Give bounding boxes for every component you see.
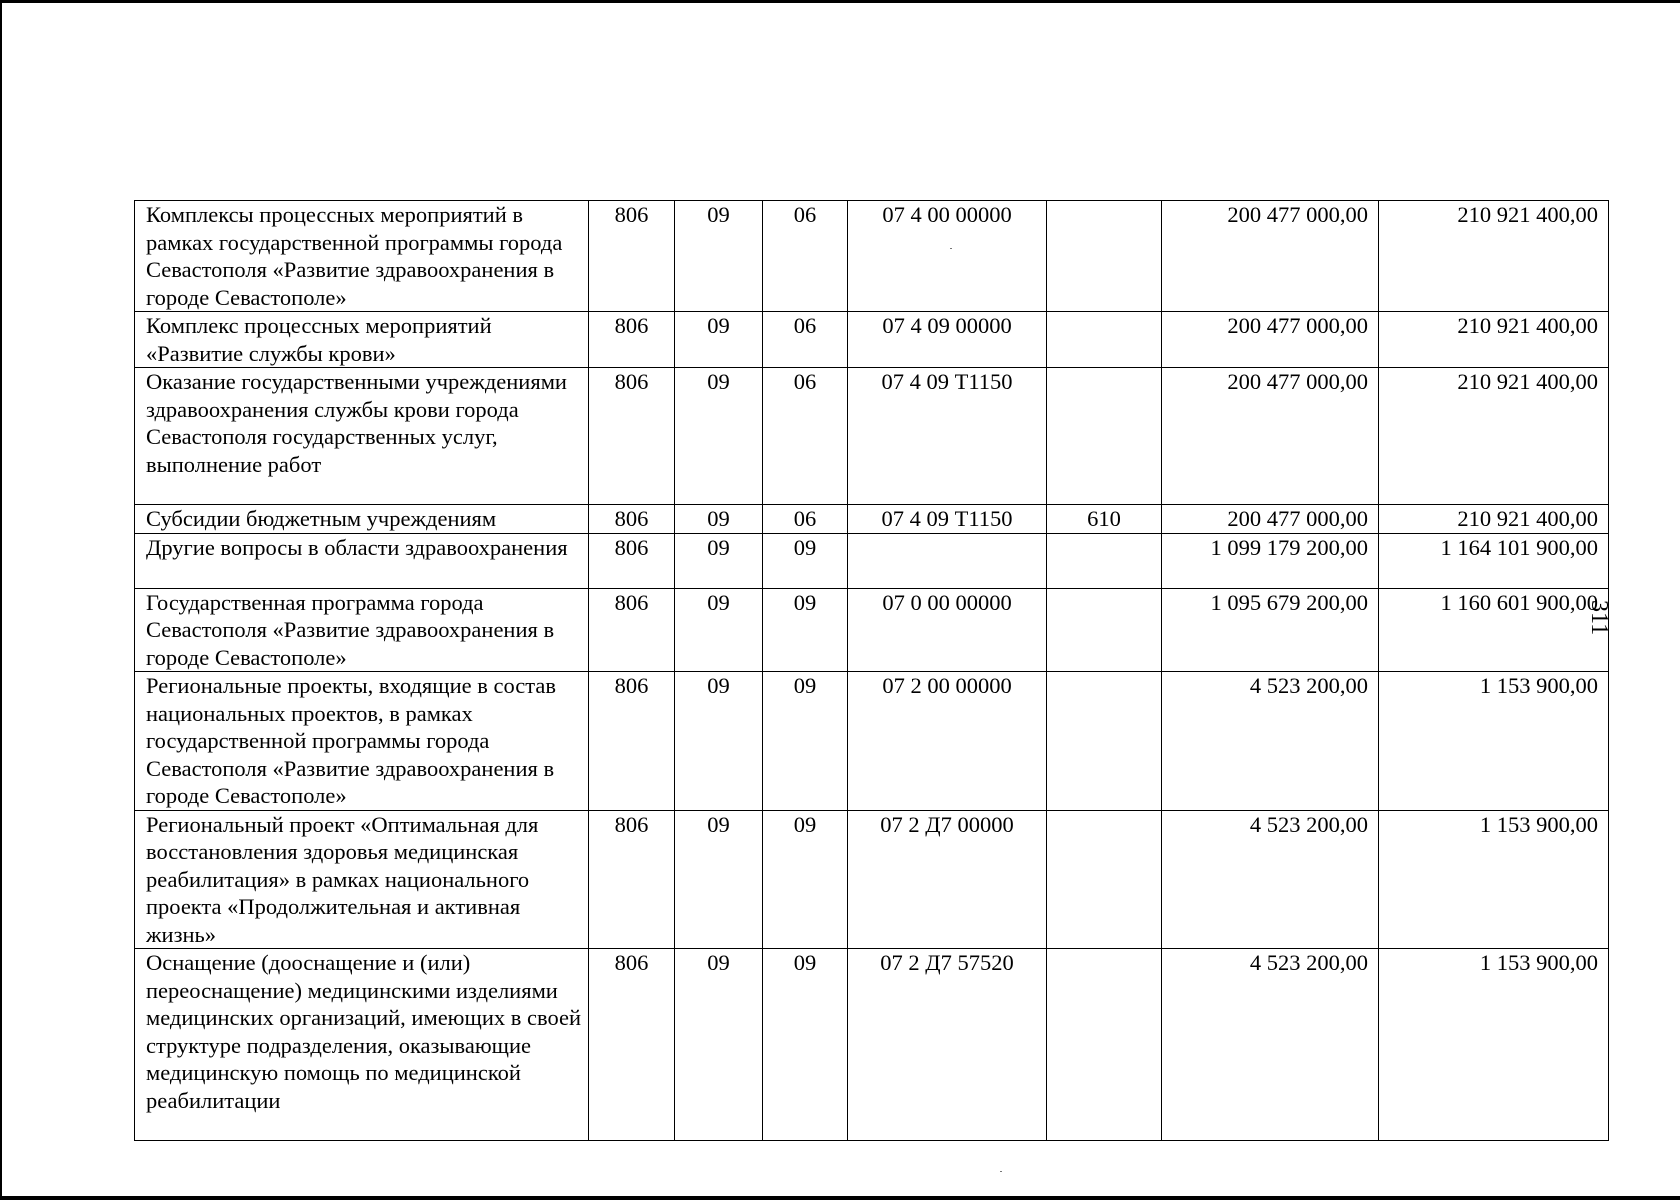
cell-vr: 610 [1047,505,1162,534]
cell-pr: 09 [763,533,848,588]
cell-name: Государственная программа города Севастополя «Развитие здравоохранения в городе Севастополе» [135,588,589,672]
cell-csr: 07 2 Д7 00000 [848,810,1047,949]
table-row [135,949,1609,1141]
cell-pr: 06 [763,201,848,312]
table-row [135,672,1609,811]
cell-sum2: 210 921 400,00 [1379,368,1609,505]
cell-ved: 806 [589,533,675,588]
cell-rz: 09 [675,949,763,1141]
cell-rz: 09 [675,672,763,811]
budget-table [134,200,1609,1141]
cell-csr: 07 2 00 00000 [848,672,1047,811]
scan-speck [950,248,952,249]
page-number: 311 [1586,600,1612,636]
table-row [135,810,1609,949]
cell-sum2: 1 164 101 900,00 [1379,533,1609,588]
cell-name: Комплексы процессных мероприятий в рамках государственной программы города Севастополя «Развитие здравоохранения в городе Севастополе» [135,201,589,312]
cell-csr: 07 4 00 00000 [848,201,1047,312]
cell-rz: 09 [675,588,763,672]
cell-sum1: 200 477 000,00 [1162,368,1379,505]
cell-sum2: 1 160 601 900,00 [1379,588,1609,672]
table-body [135,201,1609,1141]
cell-sum2: 1 153 900,00 [1379,672,1609,811]
cell-sum1: 200 477 000,00 [1162,312,1379,368]
cell-rz: 09 [675,312,763,368]
cell-name: Оснащение (дооснащение и (или) переоснащение) медицинскими изделиями медицинских организаций, имеющих в своей структуре подразделения, оказывающие медицинскую помощь по медицинской реабилитации [135,949,589,1141]
table-row [135,533,1609,588]
cell-ved: 806 [589,949,675,1141]
cell-sum1: 200 477 000,00 [1162,505,1379,534]
cell-sum1: 200 477 000,00 [1162,201,1379,312]
table-row [135,312,1609,368]
cell-pr: 06 [763,368,848,505]
cell-sum1: 4 523 200,00 [1162,672,1379,811]
cell-csr: 07 0 00 00000 [848,588,1047,672]
scan-speck [1000,1171,1002,1172]
cell-csr: 07 4 09 Т1150 [848,505,1047,534]
cell-rz: 09 [675,533,763,588]
cell-name: Региональные проекты, входящие в состав национальных проектов, в рамках государственной программы города Севастополя «Развитие здравоохранения в городе Севастополе» [135,672,589,811]
cell-sum2: 210 921 400,00 [1379,312,1609,368]
cell-vr [1047,949,1162,1141]
cell-ved: 806 [589,672,675,811]
cell-name: Субсидии бюджетным учреждениям [135,505,589,534]
cell-sum2: 210 921 400,00 [1379,201,1609,312]
cell-ved: 806 [589,368,675,505]
cell-sum1: 4 523 200,00 [1162,810,1379,949]
cell-ved: 806 [589,505,675,534]
cell-vr [1047,201,1162,312]
cell-pr: 09 [763,810,848,949]
cell-sum2: 210 921 400,00 [1379,505,1609,534]
cell-pr: 09 [763,672,848,811]
table-row [135,505,1609,534]
table-row [135,588,1609,672]
cell-rz: 09 [675,368,763,505]
cell-vr [1047,672,1162,811]
cell-rz: 09 [675,810,763,949]
cell-sum1: 1 099 179 200,00 [1162,533,1379,588]
cell-vr [1047,810,1162,949]
cell-name: Другие вопросы в области здравоохранения [135,533,589,588]
cell-vr [1047,588,1162,672]
cell-name: Комплекс процессных мероприятий «Развитие службы крови» [135,312,589,368]
cell-csr: 07 2 Д7 57520 [848,949,1047,1141]
cell-name: Региональный проект «Оптимальная для восстановления здоровья медицинская реабилитация» в рамках национального проекта «Продолжительная и активная жизнь» [135,810,589,949]
cell-csr [848,533,1047,588]
cell-pr: 06 [763,505,848,534]
cell-pr: 09 [763,588,848,672]
cell-csr: 07 4 09 00000 [848,312,1047,368]
cell-csr: 07 4 09 Т1150 [848,368,1047,505]
cell-ved: 806 [589,588,675,672]
cell-pr: 06 [763,312,848,368]
cell-name: Оказание государственными учреждениями здравоохранения службы крови города Севастополя государственных услуг, выполнение работ [135,368,589,505]
cell-ved: 806 [589,201,675,312]
cell-pr: 09 [763,949,848,1141]
cell-rz: 09 [675,505,763,534]
table-row [135,368,1609,505]
cell-ved: 806 [589,810,675,949]
cell-vr [1047,533,1162,588]
cell-vr [1047,368,1162,505]
cell-sum1: 4 523 200,00 [1162,949,1379,1141]
cell-ved: 806 [589,312,675,368]
cell-sum2: 1 153 900,00 [1379,810,1609,949]
table-row [135,201,1609,312]
cell-sum2: 1 153 900,00 [1379,949,1609,1141]
cell-rz: 09 [675,201,763,312]
cell-sum1: 1 095 679 200,00 [1162,588,1379,672]
cell-vr [1047,312,1162,368]
